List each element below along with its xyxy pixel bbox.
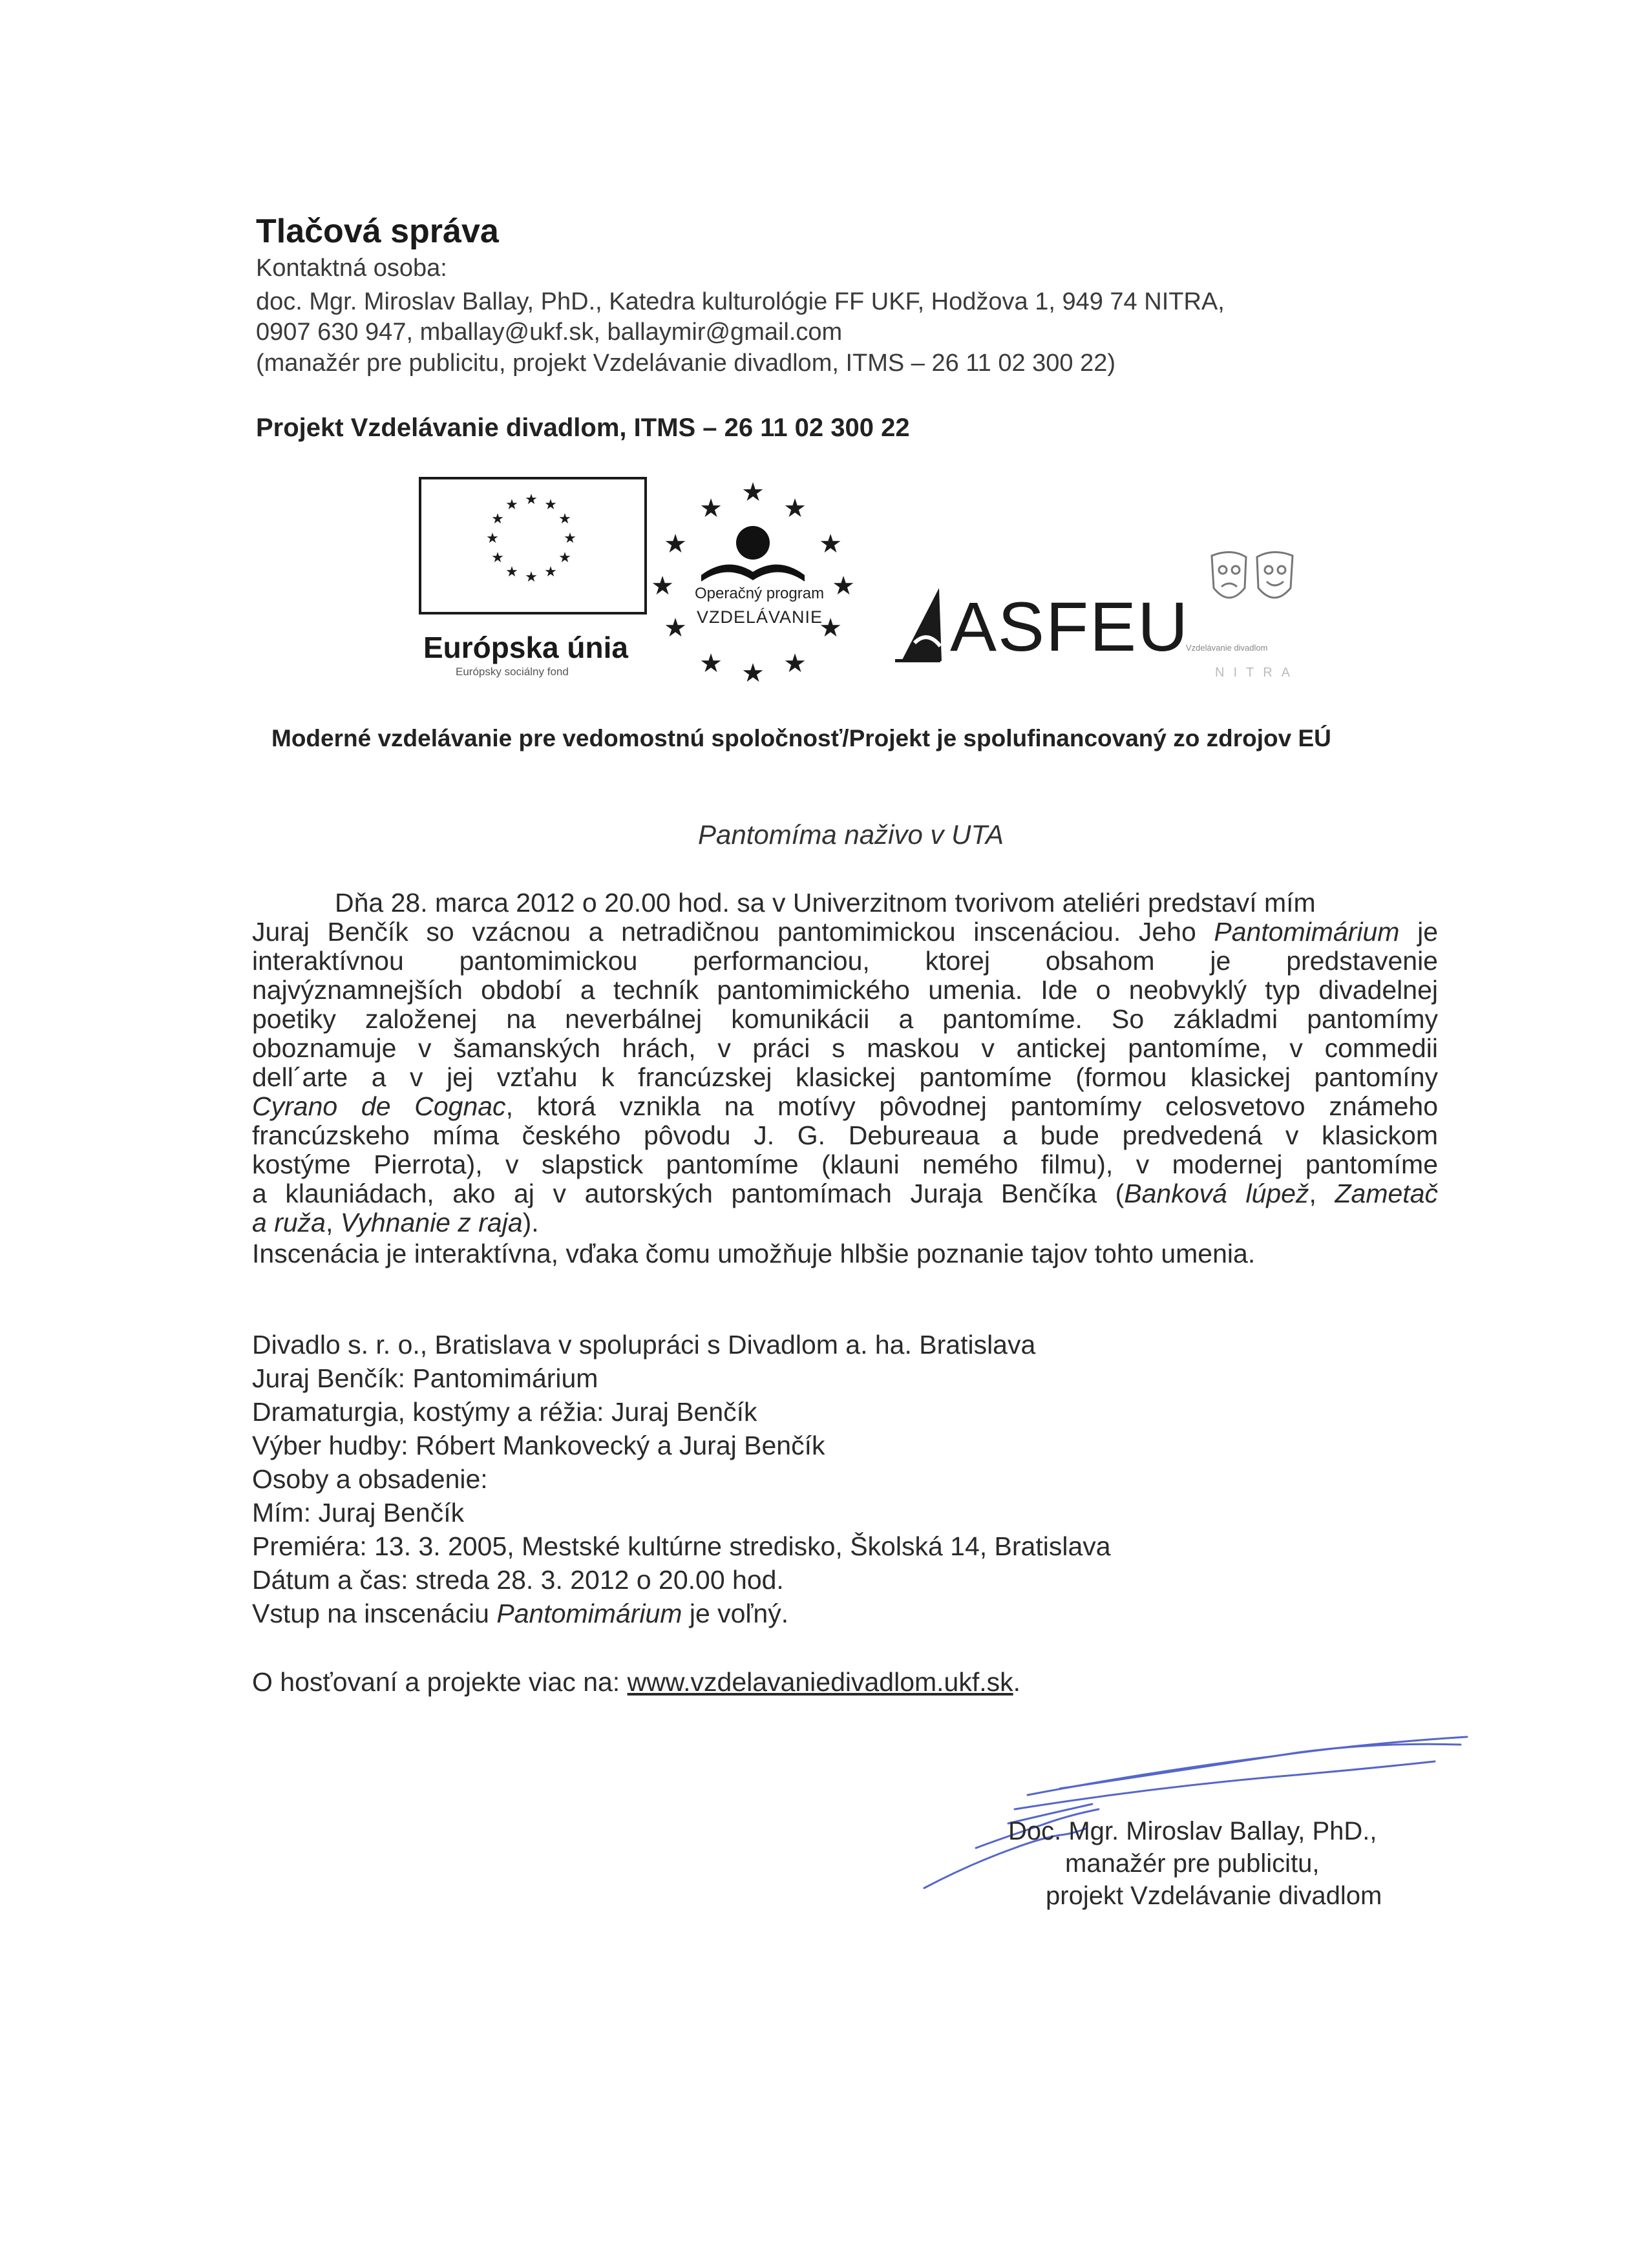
work-title: Zametač bbox=[1335, 1179, 1438, 1208]
work-title: Pantomimárium bbox=[496, 1599, 682, 1628]
text-run: a klauniádach, ako aj v autorských pantomímach Juraja Benčíka ( bbox=[252, 1179, 1125, 1208]
op-vzdelavanie-logo bbox=[646, 465, 860, 685]
article-closing-paragraph: Inscenácia je interaktívna, vďaka čomu umožňuje hlbšie poznanie tajov tohto umenia. bbox=[252, 1239, 1256, 1268]
text-run: ). bbox=[522, 1208, 539, 1237]
article-line bbox=[252, 1092, 1438, 1121]
article-line bbox=[252, 918, 1438, 947]
credit-line: Výber hudby: Róbert Mankovecký a Juraj Benčík bbox=[252, 1431, 825, 1460]
theatre-masks-icon bbox=[1196, 543, 1309, 620]
work-title: Banková lúpež bbox=[1124, 1179, 1309, 1208]
text-run: , ktorá vznikla na motívy pôvodnej pantomímy celosvetovo známeho bbox=[505, 1091, 1439, 1121]
text-run: , bbox=[325, 1208, 341, 1237]
svg-text:★: ★ bbox=[564, 530, 576, 547]
credit-line: Juraj Benčík: Pantomimárium bbox=[252, 1363, 598, 1393]
svg-text:★: ★ bbox=[491, 511, 504, 527]
svg-text:★: ★ bbox=[525, 492, 538, 508]
eu-fund: Európsky sociálny fond bbox=[456, 666, 569, 678]
credit-line: Dátum a čas: streda 28. 3. 2012 o 20.00 hod. bbox=[252, 1565, 784, 1595]
project-motto: Moderné vzdelávanie pre vedomostnú spoločnosť/Projekt je spolufinancovaný zo zdrojov EÚ bbox=[271, 725, 1331, 751]
text-run: Vstup na inscenáciu bbox=[252, 1599, 497, 1628]
text-run: je voľný. bbox=[682, 1599, 789, 1628]
signatory-name: Doc. Mgr. Miroslav Ballay, PhD., bbox=[1008, 1817, 1377, 1845]
contact-line: (manažér pre publicitu, projekt Vzdelávanie divadlom, ITMS – 26 11 02 300 22) bbox=[256, 350, 1116, 377]
text-run: O hosťovaní a projekte viac na: bbox=[252, 1667, 628, 1697]
text-run: . bbox=[1013, 1667, 1021, 1697]
article-line: poetiky založenej na neverbálnej komunikácii a pantomíme. So základmi pantomímy bbox=[252, 1004, 1438, 1034]
article-line: oboznamuje v šamanských hrách, v práci s maskou v antickej pantomíme, v commedii bbox=[252, 1033, 1438, 1063]
article-line: najvýznamnejších období a techník pantomimického umenia. Ide o neobvyklý typ divadelnej bbox=[252, 975, 1438, 1005]
svg-text:★: ★ bbox=[491, 550, 504, 566]
eu-name: Európska únia bbox=[423, 631, 628, 664]
svg-text:★: ★ bbox=[505, 564, 518, 580]
svg-text:★: ★ bbox=[525, 569, 538, 583]
article-line bbox=[252, 1208, 539, 1237]
svg-text:★: ★ bbox=[486, 530, 499, 547]
work-title: Pantomimárium bbox=[1214, 917, 1400, 947]
svg-text:★: ★ bbox=[832, 571, 855, 601]
article-line: dell´arte a v jej vzťahu k francúzskej klasickej pantomíme (formou klasickej pantomíny bbox=[252, 1062, 1438, 1092]
work-title: Vyhnanie z raja bbox=[340, 1208, 523, 1237]
svg-text:★: ★ bbox=[558, 511, 571, 527]
article-line: kostýme Pierrota), v slapstick pantomíme (klauni nemého filmu), v modernej pantomíme bbox=[252, 1150, 1438, 1179]
credit-line bbox=[252, 1599, 788, 1628]
eu-stars-icon bbox=[467, 486, 596, 583]
website-link[interactable]: www.vzdelavaniedivadlom.ukf.sk bbox=[627, 1667, 1013, 1697]
op-label: Operačný program bbox=[695, 585, 825, 602]
work-title: a ruža bbox=[252, 1208, 326, 1237]
theatre-logo-city: NITRA bbox=[1215, 666, 1299, 680]
project-heading: Projekt Vzdelávanie divadlom, ITMS – 26 11 02 300 22 bbox=[256, 414, 910, 442]
text-run: Juraj Benčík so vzácnou a netradičnou pantomimickou inscenáciou. Jeho bbox=[252, 917, 1214, 947]
contact-line: doc. Mgr. Miroslav Ballay, PhD., Katedra kulturológie FF UKF, Hodžova 1, 949 74 NITRA, bbox=[256, 288, 1225, 315]
article-line: francúzskeho míma českého pôvodu J. G. Debureaua a bude predvedená v klasickom bbox=[252, 1120, 1438, 1150]
asfeu-mark-icon bbox=[895, 585, 956, 662]
asfeu-logo: ASFEU bbox=[950, 587, 1190, 666]
theatre-logo-caption: Vzdelávanie divadlom bbox=[1186, 643, 1268, 653]
op-label: VZDELÁVANIE bbox=[697, 607, 823, 627]
svg-text:★: ★ bbox=[699, 649, 723, 678]
svg-text:★: ★ bbox=[544, 497, 557, 513]
signatory-role: manažér pre publicitu, bbox=[1065, 1849, 1320, 1878]
svg-text:★: ★ bbox=[783, 494, 807, 523]
signatory-project: projekt Vzdelávanie divadlom bbox=[1046, 1882, 1382, 1910]
svg-text:★: ★ bbox=[819, 529, 842, 559]
op-stars-icon bbox=[646, 465, 860, 685]
text-run: , bbox=[1309, 1179, 1335, 1208]
svg-text:★: ★ bbox=[783, 649, 807, 678]
svg-text:★: ★ bbox=[819, 613, 842, 643]
svg-text:★: ★ bbox=[558, 550, 571, 566]
svg-text:★: ★ bbox=[699, 494, 723, 523]
svg-text:★: ★ bbox=[741, 658, 765, 685]
credit-line: Divadlo s. r. o., Bratislava v spolupráci s Divadlom a. ha. Bratislava bbox=[252, 1330, 1036, 1360]
svg-text:★: ★ bbox=[741, 478, 765, 507]
svg-text:★: ★ bbox=[664, 613, 687, 643]
article-line bbox=[335, 888, 1437, 918]
credit-line: Osoby a obsadenie: bbox=[252, 1464, 488, 1494]
contact-label: Kontaktná osoba: bbox=[256, 255, 447, 282]
text-run: Dňa 28. marca 2012 o 20.00 hod. sa v Univerzitnom tvorivom ateliéri predstaví mím bbox=[335, 888, 1316, 918]
eu-flag-logo bbox=[419, 477, 647, 614]
page-title: Tlačová správa bbox=[256, 213, 499, 250]
credit-line: Dramaturgia, kostýmy a réžia: Juraj Benčík bbox=[252, 1397, 757, 1427]
article-line: interaktívnou pantomimickou performanciou, ktorej obsahom je predstavenie bbox=[252, 946, 1438, 976]
work-title: Cyrano de Cognac bbox=[252, 1091, 506, 1121]
text-run: je bbox=[1399, 917, 1438, 947]
more-info-line bbox=[252, 1667, 1020, 1697]
credit-line: Mím: Juraj Benčík bbox=[252, 1498, 465, 1528]
svg-text:★: ★ bbox=[651, 571, 674, 601]
contact-line: 0907 630 947, mballay@ukf.sk, ballaymir@gmail.com bbox=[256, 319, 843, 346]
article-subtitle: Pantomíma naživo v UTA bbox=[698, 819, 1004, 850]
svg-text:★: ★ bbox=[505, 497, 518, 513]
article-line bbox=[252, 1179, 1438, 1208]
svg-text:★: ★ bbox=[544, 564, 557, 580]
svg-text:★: ★ bbox=[664, 529, 687, 559]
credit-line: Premiéra: 13. 3. 2005, Mestské kultúrne stredisko, Školská 14, Bratislava bbox=[252, 1531, 1111, 1561]
